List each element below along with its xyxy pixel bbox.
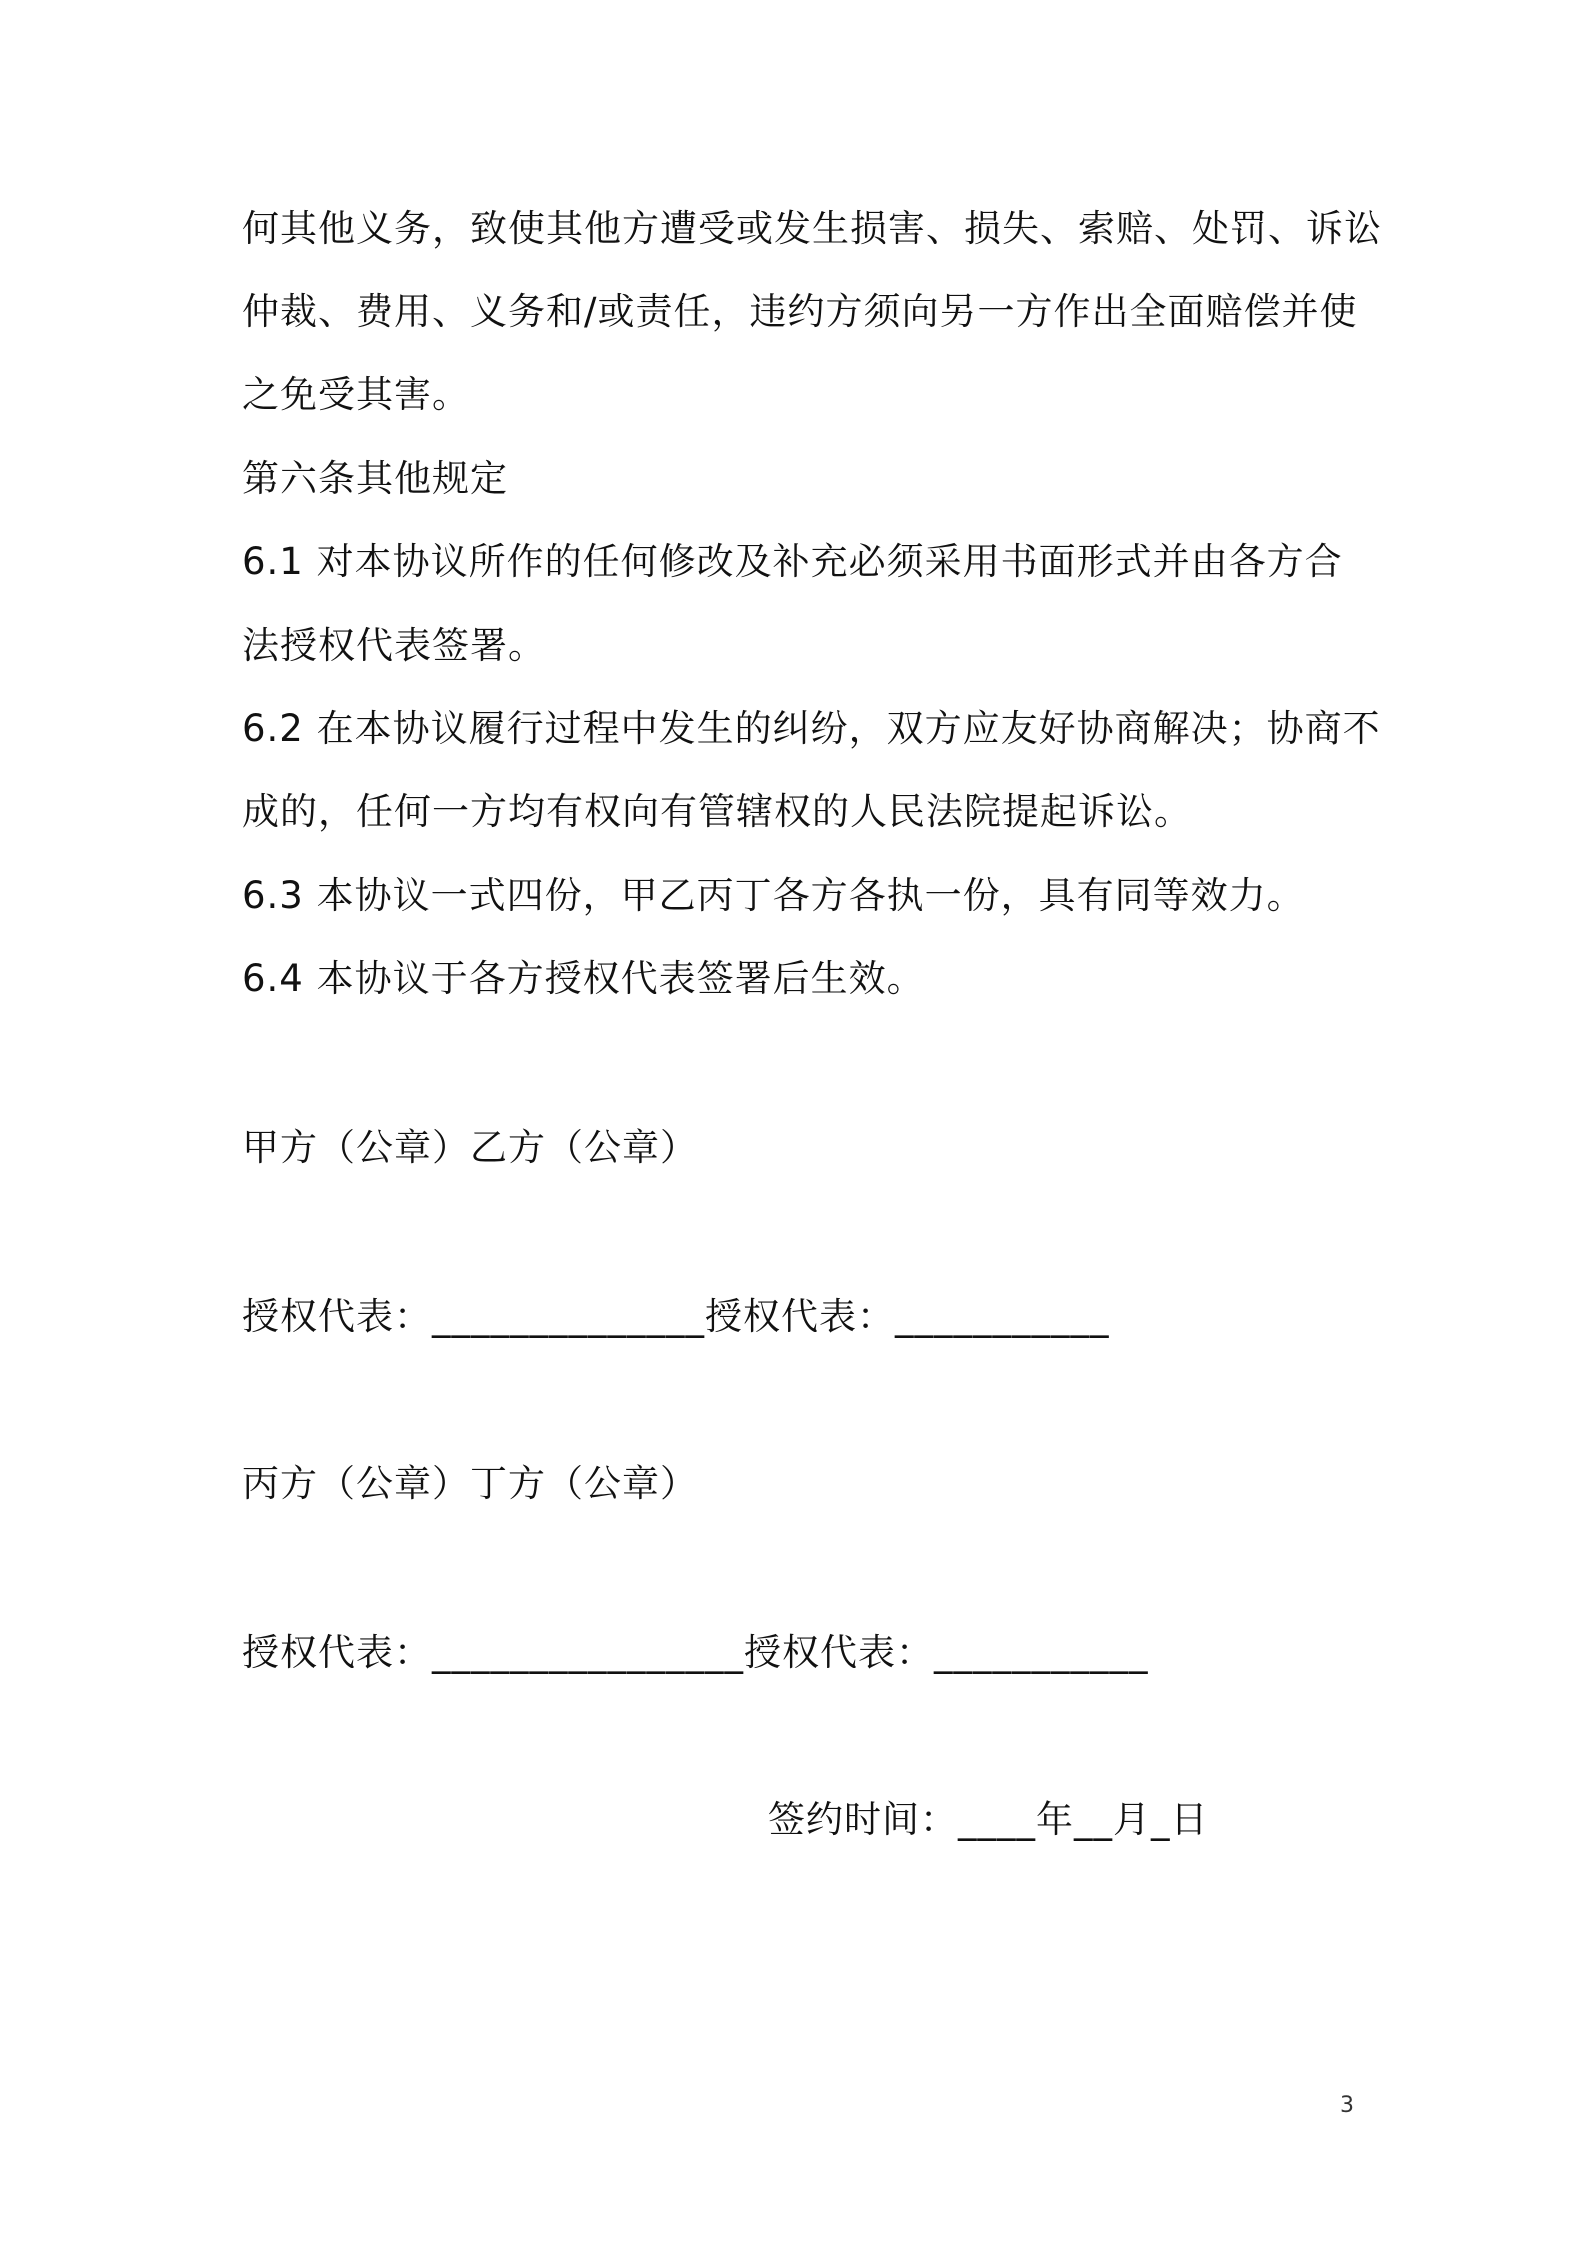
- paragraph-line: 之免受其害。: [242, 373, 470, 416]
- party-cd-signature-line: 授权代表：________________授权代表：___________: [242, 1631, 1149, 1674]
- clause-6-4: 6.4 本协议于各方授权代表签署后生效。: [242, 957, 925, 1000]
- clause-6-1-line: 法授权代表签署。: [242, 624, 546, 667]
- article-title: 第六条其他规定: [242, 457, 508, 500]
- clause-6-3: 6.3 本协议一式四份，甲乙丙丁各方各执一份，具有同等效力。: [242, 874, 1305, 917]
- party-ab-seal: 甲方（公章）乙方（公章）: [242, 1126, 698, 1169]
- clause-6-1-line: 6.1 对本协议所作的任何修改及补充必须采用书面形式并由各方合: [242, 540, 1343, 583]
- clause-6-2-line: 6.2 在本协议履行过程中发生的纠纷，双方应友好协商解决；协商不: [242, 707, 1381, 750]
- page-number: 3: [1340, 2093, 1354, 2118]
- party-cd-seal: 丙方（公章）丁方（公章）: [242, 1462, 698, 1505]
- party-ab-signature-line: 授权代表：______________授权代表：___________: [242, 1295, 1110, 1338]
- paragraph-line: 何其他义务，致使其他方遭受或发生损害、损失、索赔、处罚、诉讼: [242, 207, 1382, 250]
- sign-date: 签约时间：____年__月_日: [768, 1798, 1209, 1841]
- clause-6-2-line: 成的，任何一方均有权向有管辖权的人民法院提起诉讼。: [242, 790, 1192, 833]
- paragraph-line: 仲裁、费用、义务和/或责任，违约方须向另一方作出全面赔偿并使: [242, 290, 1358, 333]
